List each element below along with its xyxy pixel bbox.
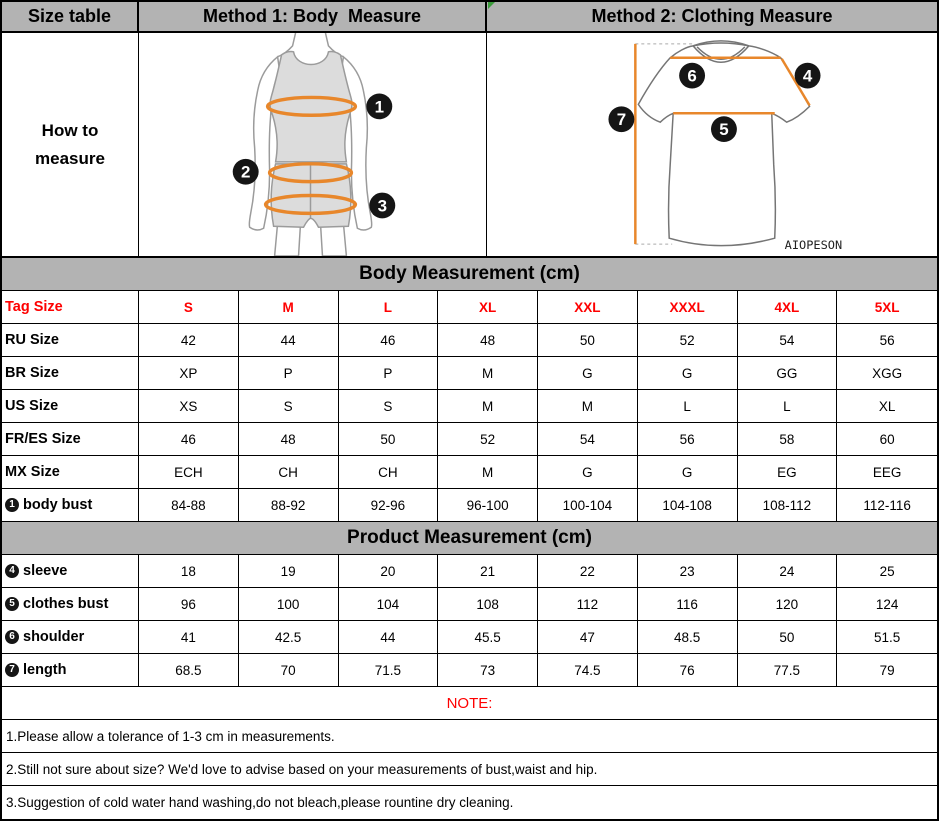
size-value-cell: L	[638, 390, 738, 423]
size-value-cell: 5XL	[837, 291, 937, 324]
row-label	[2, 654, 139, 687]
size-value-cell: 100-104	[538, 489, 638, 522]
body-measurement-table	[2, 291, 937, 522]
size-value-cell: 56	[837, 324, 937, 357]
size-value-cell: 74.5	[538, 654, 638, 687]
header-method1: Method 1: Body Measure	[139, 2, 487, 33]
size-value-cell: 58	[738, 423, 838, 456]
size-value-cell: XXXL	[638, 291, 738, 324]
table-row	[2, 390, 937, 423]
size-value-cell: M	[538, 390, 638, 423]
size-value-cell: 44	[339, 621, 439, 654]
size-value-cell: 71.5	[339, 654, 439, 687]
size-value-cell: 52	[638, 324, 738, 357]
size-value-cell: XS	[139, 390, 239, 423]
marker-6-label: 6	[687, 66, 697, 86]
size-value-cell: M	[438, 357, 538, 390]
green-corner-marker	[488, 2, 495, 9]
size-value-cell: 100	[239, 588, 339, 621]
row-label	[2, 456, 139, 489]
note-item: 2.Still not sure about size? We'd love to advise based on your measurements of bust,waist and hip.	[2, 753, 937, 786]
size-value-cell: M	[438, 390, 538, 423]
size-value-cell: 19	[239, 555, 339, 588]
size-value-cell: 25	[837, 555, 937, 588]
table-row	[2, 555, 937, 588]
tank-top-and-shorts	[270, 51, 352, 227]
size-value-cell: 47	[538, 621, 638, 654]
row-label-text: sleeve	[23, 563, 68, 579]
size-value-cell: 92-96	[339, 489, 439, 522]
size-value-cell: M	[239, 291, 339, 324]
size-value-cell: XXL	[538, 291, 638, 324]
notes-list	[2, 720, 937, 819]
size-value-cell: 104	[339, 588, 439, 621]
size-value-cell: 50	[339, 423, 439, 456]
size-value-cell: 50	[538, 324, 638, 357]
size-value-cell: L	[738, 390, 838, 423]
size-value-cell: 112	[538, 588, 638, 621]
size-value-cell: 96-100	[438, 489, 538, 522]
row-label	[2, 291, 139, 324]
marker-1-label: 1	[374, 97, 385, 117]
size-value-cell: 22	[538, 555, 638, 588]
size-value-cell: 124	[837, 588, 937, 621]
size-value-cell: EG	[738, 456, 838, 489]
size-value-cell: 108	[438, 588, 538, 621]
row-label-text: BR Size	[5, 365, 59, 381]
size-value-cell: 41	[139, 621, 239, 654]
size-value-cell: 56	[638, 423, 738, 456]
diagram-row	[2, 33, 937, 258]
row-label-text: clothes bust	[23, 596, 109, 612]
size-value-cell: S	[339, 390, 439, 423]
size-value-cell: 60	[837, 423, 937, 456]
marker-7-label: 7	[616, 110, 627, 130]
top-header-row	[2, 2, 937, 33]
size-value-cell: 44	[239, 324, 339, 357]
size-value-cell: 45.5	[438, 621, 538, 654]
size-value-cell: G	[638, 456, 738, 489]
tshirt-outline	[638, 41, 809, 246]
circled-number-icon: 7	[5, 663, 19, 677]
row-label-text: length	[23, 662, 67, 678]
row-label-text: MX Size	[5, 464, 60, 480]
row-label	[2, 588, 139, 621]
size-value-cell: XL	[438, 291, 538, 324]
size-value-cell: GG	[738, 357, 838, 390]
size-value-cell: 54	[738, 324, 838, 357]
row-label	[2, 423, 139, 456]
size-value-cell: 120	[738, 588, 838, 621]
header-method2-label: Method 2: Clothing Measure	[591, 6, 833, 26]
marker-4-label: 4	[802, 66, 813, 86]
size-value-cell: 96	[139, 588, 239, 621]
size-value-cell: G	[538, 357, 638, 390]
table-row	[2, 423, 937, 456]
note-item: 3.Suggestion of cold water hand washing,do not bleach,please rountine dry cleaning.	[6, 795, 514, 810]
table-row	[2, 489, 937, 522]
size-value-cell: S	[239, 390, 339, 423]
size-value-cell: 88-92	[239, 489, 339, 522]
size-value-cell: 77.5	[738, 654, 838, 687]
size-value-cell: 79	[837, 654, 937, 687]
table-row	[2, 456, 937, 489]
size-value-cell: 20	[339, 555, 439, 588]
size-value-cell: P	[239, 357, 339, 390]
circled-number-icon: 4	[5, 564, 19, 578]
size-value-cell: 68.5	[139, 654, 239, 687]
size-value-cell: 42	[139, 324, 239, 357]
clothing-measure-diagram	[487, 33, 937, 258]
size-value-cell: 42.5	[239, 621, 339, 654]
size-value-cell: CH	[339, 456, 439, 489]
size-value-cell: CH	[239, 456, 339, 489]
row-label-text: Tag Size	[5, 299, 63, 315]
size-value-cell: 48	[239, 423, 339, 456]
size-value-cell: 104-108	[638, 489, 738, 522]
size-value-cell: M	[438, 456, 538, 489]
row-label-text: RU Size	[5, 332, 59, 348]
table-row	[2, 357, 937, 390]
size-value-cell: XGG	[837, 357, 937, 390]
size-value-cell: 84-88	[139, 489, 239, 522]
table-row	[2, 621, 937, 654]
size-value-cell: 24	[738, 555, 838, 588]
row-label-text: shoulder	[23, 629, 85, 645]
size-value-cell: 116	[638, 588, 738, 621]
note-item: 1.Please allow a tolerance of 1-3 cm in measurements.	[2, 720, 937, 753]
header-size-table: Size table	[2, 2, 139, 33]
size-value-cell: 48.5	[638, 621, 738, 654]
size-value-cell: 52	[438, 423, 538, 456]
row-label	[2, 357, 139, 390]
size-value-cell: G	[638, 357, 738, 390]
note-title: NOTE:	[2, 687, 937, 720]
marker-3-label: 3	[377, 196, 388, 216]
header-method2	[487, 2, 937, 33]
size-value-cell: 48	[438, 324, 538, 357]
body-figure-illustration	[139, 33, 486, 256]
table-row	[2, 588, 937, 621]
body-measure-diagram	[139, 33, 487, 258]
product-measurement-table	[2, 555, 937, 687]
circled-number-icon: 5	[5, 597, 19, 611]
size-value-cell: 4XL	[738, 291, 838, 324]
size-value-cell: EEG	[837, 456, 937, 489]
size-value-cell: 112-116	[837, 489, 937, 522]
size-value-cell: 21	[438, 555, 538, 588]
table-row	[2, 291, 937, 324]
table-row	[2, 654, 937, 687]
row-label-text: FR/ES Size	[5, 431, 81, 447]
size-value-cell: 51.5	[837, 621, 937, 654]
row-label-text: body bust	[23, 497, 93, 513]
row-label	[2, 555, 139, 588]
size-value-cell: 108-112	[738, 489, 838, 522]
size-value-cell: 76	[638, 654, 738, 687]
tshirt-illustration	[487, 33, 937, 256]
size-value-cell: XL	[837, 390, 937, 423]
row-label	[2, 390, 139, 423]
row-label-text: US Size	[5, 398, 59, 414]
row-label	[2, 324, 139, 357]
size-value-cell: 54	[538, 423, 638, 456]
size-value-cell: 50	[738, 621, 838, 654]
size-value-cell: G	[538, 456, 638, 489]
size-value-cell: 46	[139, 423, 239, 456]
size-value-cell: 73	[438, 654, 538, 687]
size-value-cell: 23	[638, 555, 738, 588]
row-label	[2, 489, 139, 522]
circled-number-icon: 1	[5, 498, 19, 512]
table-row	[2, 324, 937, 357]
size-value-cell: 46	[339, 324, 439, 357]
row-label	[2, 621, 139, 654]
brand-watermark: AIOPESON	[784, 238, 843, 253]
how-to-measure-label: How to measure	[2, 33, 139, 258]
body-measurement-title: Body Measurement (cm)	[2, 258, 937, 291]
size-value-cell: L	[339, 291, 439, 324]
size-value-cell: S	[139, 291, 239, 324]
size-value-cell: P	[339, 357, 439, 390]
size-value-cell: XP	[139, 357, 239, 390]
size-value-cell: ECH	[139, 456, 239, 489]
product-measurement-title: Product Measurement (cm)	[2, 522, 937, 555]
marker-5-label: 5	[719, 120, 729, 140]
circled-number-icon: 6	[5, 630, 19, 644]
marker-2-label: 2	[240, 162, 251, 182]
size-value-cell: 70	[239, 654, 339, 687]
size-value-cell: 18	[139, 555, 239, 588]
